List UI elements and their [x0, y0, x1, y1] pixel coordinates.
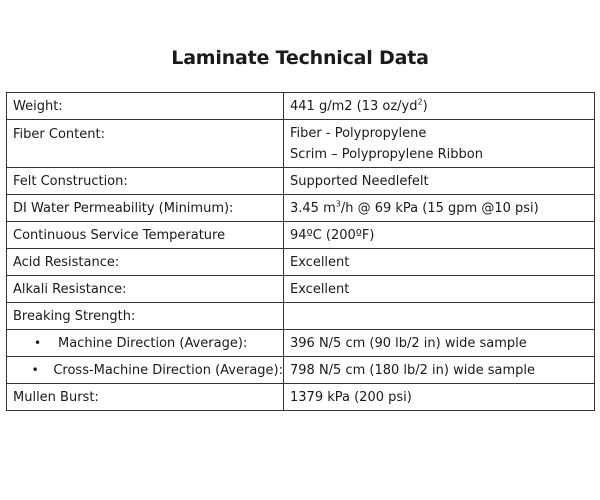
row-value: 396 N/5 cm (90 lb/2 in) wide sample — [284, 330, 595, 357]
table-row-mullen-burst — [7, 384, 595, 411]
value-line: Fiber - Polypropylene — [290, 125, 427, 141]
table-row-breaking-strength — [7, 303, 595, 330]
row-label: Mullen Burst: — [7, 384, 284, 411]
value-text-tail: /h @ 69 kPa (15 gpm @10 psi) — [340, 200, 539, 216]
row-label: Continuous Service Temperature — [7, 222, 284, 249]
table-row-machine-direction — [7, 330, 595, 357]
sub-row-label: Machine Direction (Average): — [58, 335, 248, 351]
page-title: Laminate Technical Data — [171, 47, 429, 69]
value-text: 3.45 m — [290, 200, 336, 216]
row-value: 94ºC (200ºF) — [284, 222, 595, 249]
row-value — [284, 120, 595, 168]
value-superscript: 3 — [335, 199, 341, 209]
row-label: Acid Resistance: — [7, 249, 284, 276]
row-value — [284, 93, 595, 120]
value-text-tail: ) — [422, 98, 428, 114]
row-value: Excellent — [284, 276, 595, 303]
row-label: Felt Construction: — [7, 168, 284, 195]
value-text: 441 g/m2 (13 oz/yd — [290, 98, 418, 114]
row-label — [7, 357, 284, 384]
row-value: 1379 kPa (200 psi) — [284, 384, 595, 411]
value-superscript: 2 — [417, 97, 423, 107]
table-row-cross-machine-direction — [7, 357, 595, 384]
row-label: Fiber Content: — [7, 120, 284, 168]
row-label: Alkali Resistance: — [7, 276, 284, 303]
row-label — [7, 330, 284, 357]
row-value — [284, 195, 595, 222]
table-row-service-temperature — [7, 222, 595, 249]
technical-data-table — [6, 92, 595, 411]
row-label: Weight: — [7, 93, 284, 120]
row-value: 798 N/5 cm (180 lb/2 in) wide sample — [284, 357, 595, 384]
table-row-felt-construction — [7, 168, 595, 195]
row-value: Excellent — [284, 249, 595, 276]
row-value — [284, 303, 595, 330]
bullet-icon: • — [33, 335, 42, 350]
row-label: DI Water Permeability (Minimum): — [7, 195, 284, 222]
value-line: Scrim – Polypropylene Ribbon — [290, 146, 483, 162]
row-value: Supported Needlefelt — [284, 168, 595, 195]
row-label: Breaking Strength: — [7, 303, 284, 330]
table-row-alkali-resistance — [7, 276, 595, 303]
table-row-di-water-permeability — [7, 195, 595, 222]
sub-row-label: Cross-Machine Direction (Average): — [53, 362, 283, 378]
bullet-icon: • — [31, 362, 39, 377]
table-row-weight — [7, 93, 595, 120]
table-row-fiber-content — [7, 120, 595, 168]
table-row-acid-resistance — [7, 249, 595, 276]
